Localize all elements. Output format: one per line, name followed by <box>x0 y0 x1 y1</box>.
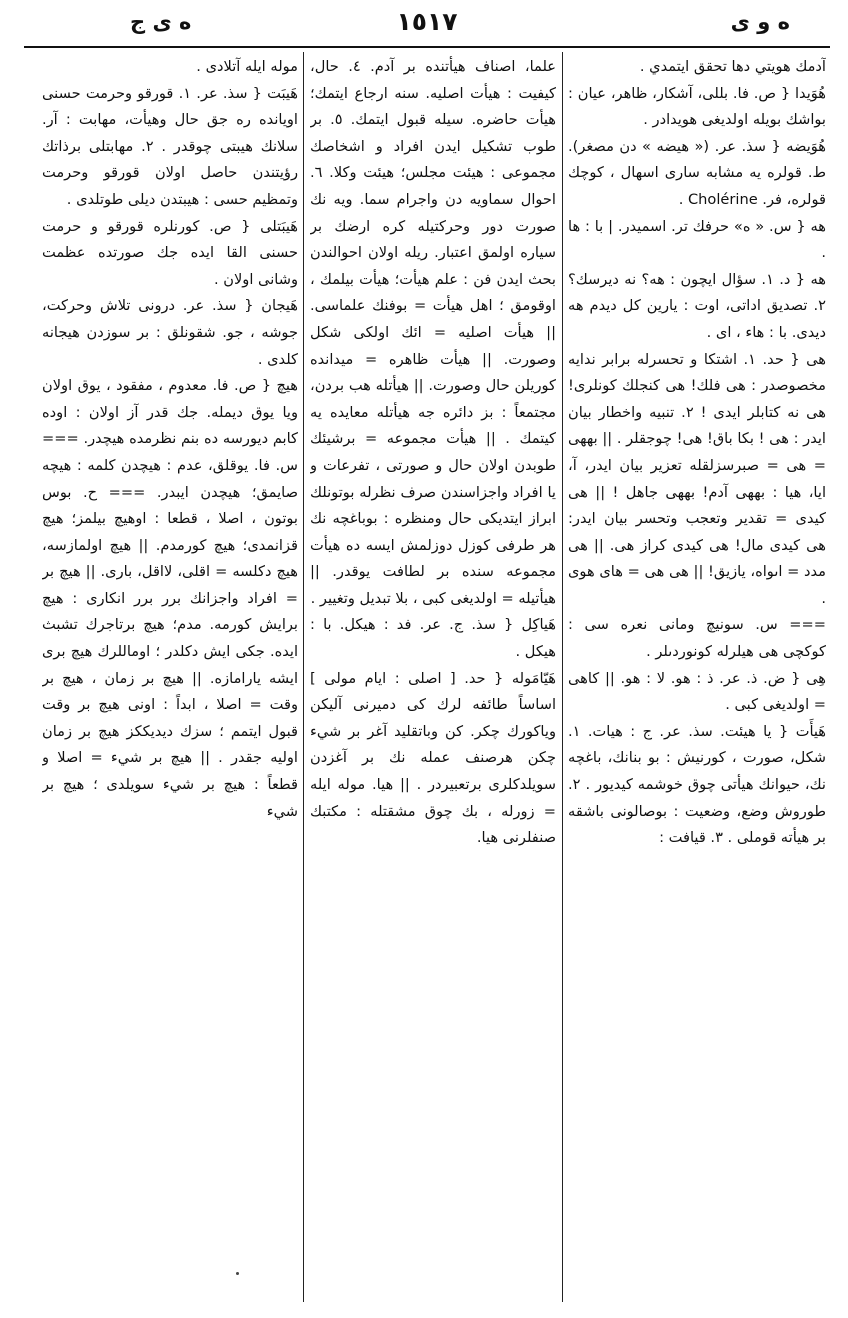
dictionary-entry: هَيّامَوله { حد. [ اصلى : ايام مولى ] اساساً طائفه لرك كى دميرنى آليكن وياكورك چكر. كن وباتقليد آغر بر شيء چكن هرصنف عمله نك بر آغزدن سويلدكلرى برتعبيردر . || هيا. موله ايله = زورله ، بك چوق مشقتله : مكتبك صنفلرنى هيا. <box>310 669 556 847</box>
dictionary-entry: === س. سونيچ ومانى نعره سى : كوكچى هى هيلرله كونوردىلر . <box>568 616 826 661</box>
header-rule <box>24 46 830 48</box>
dictionary-entry: هيچ { ص. فا. معدوم ، مفقود ، يوق اولان ويا يوق ديمله. جك قدر آز اولان : اوده كابم ديورسه ده بنم نظرمده هيچدر. === س. فا. يوقلق، عدم : هيچدن كلمه : هيچه صايمق؛ هيچدن ايبدر. === ح. بوس بوتون ، اصلا ، قطعا : اوهيچ بيلمز؛ هيچ قزانمدى؛ هيچ كورمدم. || هيچ اولمازسه، هيچ دكلسه = اقلى، لااقل، بارى. || هيچ بر = افراد واجزانك برر برر انكارى : هيچ برايش كورمه. مدم؛ هيچ برتاجرك تشبث ايده. جكى ايش دكلدر ؛ اوماللرك هيچ برى ايشه يارامازه. || هيچ بر زمان ، هيچ بر وقت = اصلا ، ابداً : اونى هيچ بر وقت قبول ايتمم ؛ سزك ديديككز هيچ بر زمان اوليه جقدر . || هيچ بر شيء = اصلا و قطعاً : هيچ بر شيء سويلدى ؛ هيچ بر شيء <box>42 377 298 820</box>
dictionary-entry: هَيأَت { يا هيئت. سذ. عر. ج : هيات. ١. شكل، صورت ، كورنيش : بو بنانك، باغچه نك، حيوانك هيأتى چوق خوشمه كيديور . ٢. طوروش وضع، وضعيت : بوصالونى باشقه بر هيأته قوملى . ٣. قيافت : <box>568 722 826 847</box>
header-left-letters: ه ى ج <box>130 10 192 34</box>
dictionary-entry: هَيجان { سذ. عر. درونى تلاش وحركت، جوشه ، جو. شقونلق : بر سوزدن هيجانه كلدى . <box>42 297 298 368</box>
dictionary-entry: هَيبَت { سذ. عر. ١. قورقو وحرمت حسنى اويانده ره جق حال وهيأت، مهابت : آر. سلانك هيبتى چوقدر . ٢. مهابتلى برذاتك رؤيتندن حاصل اولان قورقو وحرمت وتمظيم حسى : هيبتدن ديلى طوتلدى . <box>42 84 298 208</box>
column-divider <box>562 52 563 1302</box>
paragraph: آدمك هويتي دها تحقق ايتمدي . <box>639 58 826 75</box>
text-column-left <box>42 54 298 1304</box>
dictionary-entry: هُوَيضه { سذ. عر. (« هيضه » دن مصغر). ط. قولره يه مشابه سارى اسهال ، كوچك قولره، فر. Cholérine . <box>568 137 826 208</box>
dictionary-entry: هه { د. ١. سؤال ايچون : هه؟ نه ديرسك؟ ٢. تصديق اداتى، اوت : يارين كل ديدم هه ديدى. با : هاء ، اى . <box>568 270 826 341</box>
dictionary-entry: هه { س. « ه» حرفك تر. اسميدر. | با : ها . <box>568 217 826 262</box>
page-header <box>30 6 824 46</box>
header-right-letters: ه و ى <box>730 10 790 34</box>
dictionary-entry: هِى { ض. ذ. عر. ذ : هو. لا : هو. || كاهى = اولديغى كبى . <box>568 669 826 714</box>
dictionary-entry: هَيبَتلى { ص. كورنلره قورقو و حرمت حسنى القا ايده جك صورتده عظمت وشانى اولان . <box>42 217 298 288</box>
page-number: ١٥١٧ <box>396 7 458 36</box>
dictionary-entry: هَياكِل { سذ. ج. عر. فد : هيكل. با : هيكل . <box>310 616 556 661</box>
dictionary-entry: هى { حد. ١. اشتكا و تحسرله برابر ندايه مخصوصدر : هى فلك! هى كنجلك كونلرى! هى نه كتابلر ايدى ! ٢. تنبيه واخطار بيان ايدر : هى ! بكا باق! هى! چوجقلر . || بههى = هى = صبرسزلقله تعزير بيان ايدر، آ، ايا، هيا : بههى آدم! بههى جاهل ! || هى كيدى = تقدير وتعجب وتحسر بيان ايدر: هى كيدى مال! هى كيدى كراز هى. || هى مدد = اىواه، يازيق! || هى هى = هاى هوى . <box>568 350 826 607</box>
text-column-right <box>568 54 826 1304</box>
text-column-middle <box>310 54 556 1304</box>
paragraph: موله ايله آتلادى . <box>196 58 298 75</box>
dictionary-entry: علما، اصناف هيأتنده بر آدم. ٤. حال، كيفيت : هيأت اصليه. سنه ارجاع ايتمك؛ هيأت حاضره. سيله قبول ايتمك. ٥. بر طوب تشكيل ايدن افراد و اشخاصك مجموعى : هيئت مجلس؛ هيئت وكلا. ٦. احوال سماويه دن واجرام سما. ويه نك صورت دور وحركتيله كره ارضك بر سياره اولمق اعتبار. ريله اولان احوالندن بحث ايدن فن : علم هيأت؛ هيأت بيلمك ، اوقومق ؛ اهل هيأت = بوفنك علماسى. || هيأت اصليه = ائك اولكى شكل وصورت. || هيأت ظاهره = ميدانده كوريلن حال وصورت. || هيأتله هب بردن، مجتمعاً : بز دائره جه هيأتله معايده يه كيتمك . || هيأت مجموعه = برشيئك طوبدن اولان حال و صورتى ، تفرعات و يا افراد واجزاسندن صرف نظرله بوتونلك ابراز ايتديكى حال ومنظره : بوباغچه نك هر طرفى كوزل دوزلمش ايسه ده هيأت مجموعه سنده بر لطافت يوقدر. || هيأتيله = اولديغى كبى ، بلا تبديل وتغيير . <box>310 58 556 607</box>
dictionary-entry: هُوَيدا { ص. فا. بللى، آشكار، ظاهر، عيان : بواشك بويله اولديغى هويدادر . <box>568 84 826 129</box>
column-divider <box>303 52 304 1302</box>
ink-speck <box>236 1272 239 1275</box>
